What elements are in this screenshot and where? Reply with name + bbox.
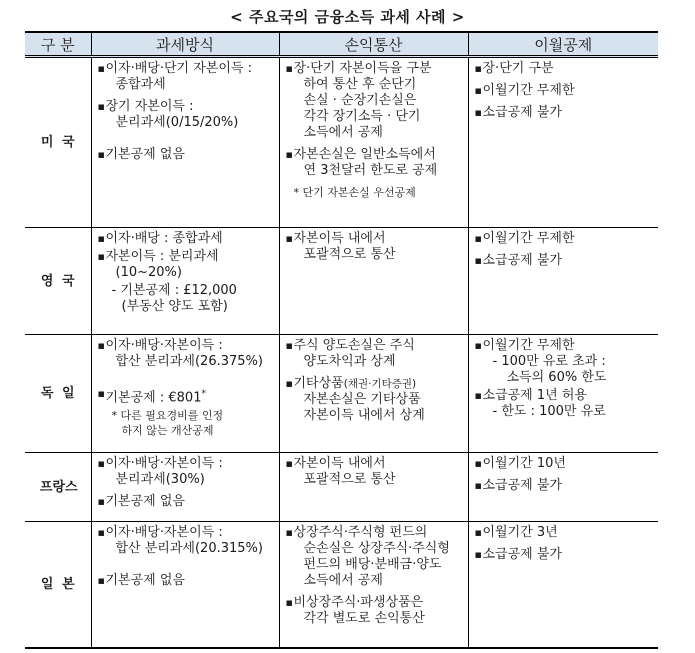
bullet-icon: ▪ bbox=[285, 526, 293, 539]
list-item: ▪ 자본이득 내에서 포괄적으로 통산 bbox=[285, 456, 396, 487]
bullet-icon: ▪ bbox=[97, 100, 105, 113]
bullet-icon: ▪ bbox=[474, 548, 482, 561]
list-item: ▪ 이월기간 무제한 bbox=[474, 231, 575, 246]
bullet-icon: ▪ bbox=[474, 526, 482, 539]
bullet-icon: ▪ bbox=[474, 106, 482, 119]
offset-cell bbox=[279, 228, 468, 335]
list-item: ▪ 소급공제 불가 bbox=[474, 105, 562, 120]
bullet-icon: ▪ bbox=[97, 457, 105, 470]
list-item: ▪ 소급공제 불가 bbox=[474, 253, 562, 268]
offset-cell bbox=[279, 453, 468, 522]
country-cell: 독 일 bbox=[25, 335, 91, 453]
list-item: ▪ 이월기간 무제한 - 100만 유로 초과 : 소득의 60% 한도 bbox=[474, 338, 607, 385]
footnote: * 단기 자본손실 우선공제 bbox=[293, 186, 416, 199]
bullet-icon: ▪ bbox=[474, 62, 482, 75]
bullet-icon: ▪ bbox=[97, 495, 105, 508]
list-item: ▪ 장기 자본이득 : 분리과세(0/15/20%) bbox=[97, 99, 239, 130]
list-item: ▪ 기본공제 없음 bbox=[97, 147, 185, 162]
table-row-germany bbox=[25, 335, 658, 453]
list-item: ▪ 자본손실은 일반소득에서 연 3천달러 한도로 공제 bbox=[285, 147, 438, 178]
country-cell: 영 국 bbox=[25, 228, 91, 335]
country-cell: 일 본 bbox=[25, 522, 91, 649]
tax-comparison-table bbox=[25, 31, 658, 649]
bullet-icon: ▪ bbox=[97, 250, 105, 263]
list-item: ▪ 장·단기 자본이득을 구분 하여 통산 후 순단기 손실 · 순장기손실은 각각 장기소득 · 단기 소득에서 공제 bbox=[285, 61, 432, 140]
taxation-cell bbox=[91, 453, 279, 522]
list-item: ▪ 기타상품(채권·기타증권) 자본손실은 기타상품 자본이득 내에서 상계 bbox=[285, 376, 425, 423]
list-item: ▪ 이자·배당·단기 자본이득 : 종합과세 bbox=[97, 61, 252, 92]
table-row-france bbox=[25, 453, 658, 522]
country-cell: 프랑스 bbox=[25, 453, 91, 522]
footnote: 하지 않는 개산공제 bbox=[121, 424, 214, 438]
bullet-icon: ▪ bbox=[285, 232, 293, 245]
list-item: ▪ 기본공제 : €801* bbox=[97, 387, 206, 406]
footnote-marker: * bbox=[201, 389, 206, 399]
list-item: ▪ 비상장주식·파생상품은 각각 별도로 손익통산 bbox=[285, 595, 425, 626]
table-row-usa bbox=[25, 57, 658, 228]
bullet-icon: ▪ bbox=[285, 377, 293, 390]
list-item: ▪ 소급공제 불가 bbox=[474, 478, 562, 493]
list-item: ▪ 기본공제 없음 bbox=[97, 494, 185, 509]
list-item: ▪ 소급공제 1년 허용 - 한도 : 100만 유로 bbox=[474, 388, 606, 419]
footnote: * 다른 필요경비를 인정 bbox=[111, 409, 224, 423]
taxation-cell bbox=[91, 228, 279, 335]
country-cell: 미 국 bbox=[25, 57, 91, 228]
bullet-icon: ▪ bbox=[97, 232, 105, 245]
bullet-icon: ▪ bbox=[285, 339, 293, 352]
list-item: ▪ 소급공제 불가 bbox=[474, 547, 562, 562]
list-item: ▪ 이자·배당·자본이득 : 분리과세(30%) bbox=[97, 456, 223, 487]
offset-cell bbox=[279, 522, 468, 649]
table-row-uk bbox=[25, 228, 658, 335]
list-item: ▪ 이자·배당·자본이득 : 합산 분리과세(20.315%) bbox=[97, 525, 263, 556]
carryover-cell bbox=[468, 522, 658, 649]
bullet-icon: ▪ bbox=[285, 596, 293, 609]
list-item: ▪ 주식 양도손실은 주식 양도차익과 상계 bbox=[285, 338, 415, 369]
bullet-icon: ▪ bbox=[285, 62, 293, 75]
bullet-icon: ▪ bbox=[474, 339, 482, 352]
document-title: < 주요국의 금융소득 과세 사례 > bbox=[230, 8, 465, 26]
list-item: ▪ 이자·배당 : 종합과세 bbox=[97, 231, 223, 246]
bullet-icon: ▪ bbox=[474, 389, 482, 402]
taxation-cell bbox=[91, 57, 279, 228]
bullet-icon: ▪ bbox=[97, 339, 105, 352]
header-category: 구 분 bbox=[25, 32, 91, 57]
bullet-icon: ▪ bbox=[474, 479, 482, 492]
bullet-icon: ▪ bbox=[285, 457, 293, 470]
list-item: ▪ 이월기간 10년 bbox=[474, 456, 566, 471]
bullet-icon: ▪ bbox=[474, 84, 482, 97]
taxation-cell bbox=[91, 335, 279, 453]
carryover-cell bbox=[468, 228, 658, 335]
taxation-cell bbox=[91, 522, 279, 649]
bullet-icon: ▪ bbox=[474, 457, 482, 470]
bullet-icon: ▪ bbox=[97, 148, 105, 161]
sub-item-note: (부동산 양도 포함) bbox=[121, 299, 228, 314]
list-item: ▪ 기본공제 없음 bbox=[97, 573, 185, 588]
header-row bbox=[25, 32, 658, 57]
header-taxation-method: 과세방식 bbox=[91, 32, 279, 57]
bullet-icon: ▪ bbox=[97, 574, 105, 587]
carryover-cell bbox=[468, 335, 658, 453]
header-loss-offset: 손익통산 bbox=[279, 32, 468, 57]
bullet-icon: ▪ bbox=[97, 62, 105, 75]
sub-item: - 기본공제 : £12,000 bbox=[111, 283, 237, 298]
list-item: ▪ 상장주식·주식형 펀드의 순손실은 상장주식·주식형 펀드의 배당·분배금·양도 소득에서 공제 bbox=[285, 525, 450, 588]
offset-cell bbox=[279, 57, 468, 228]
carryover-cell bbox=[468, 57, 658, 228]
list-item: ▪ 장·단기 구분 bbox=[474, 61, 554, 76]
list-item: ▪ 이월기간 무제한 bbox=[474, 83, 575, 98]
bullet-icon: ▪ bbox=[285, 148, 293, 161]
bullet-icon: ▪ bbox=[97, 526, 105, 539]
offset-cell bbox=[279, 335, 468, 453]
table-row-japan bbox=[25, 522, 658, 649]
bullet-icon: ▪ bbox=[97, 387, 105, 400]
list-item: ▪ 자본이득 내에서 포괄적으로 통산 bbox=[285, 231, 396, 262]
bullet-icon: ▪ bbox=[474, 254, 482, 267]
carryover-cell bbox=[468, 453, 658, 522]
bullet-icon: ▪ bbox=[474, 232, 482, 245]
header-carryover: 이월공제 bbox=[468, 32, 658, 57]
list-item: ▪ 자본이득 : 분리과세 (10~20%) bbox=[97, 249, 219, 280]
list-item: ▪ 이자·배당·자본이득 : 합산 분리과세(26.375%) bbox=[97, 338, 263, 369]
list-item: ▪ 이월기간 3년 bbox=[474, 525, 558, 540]
